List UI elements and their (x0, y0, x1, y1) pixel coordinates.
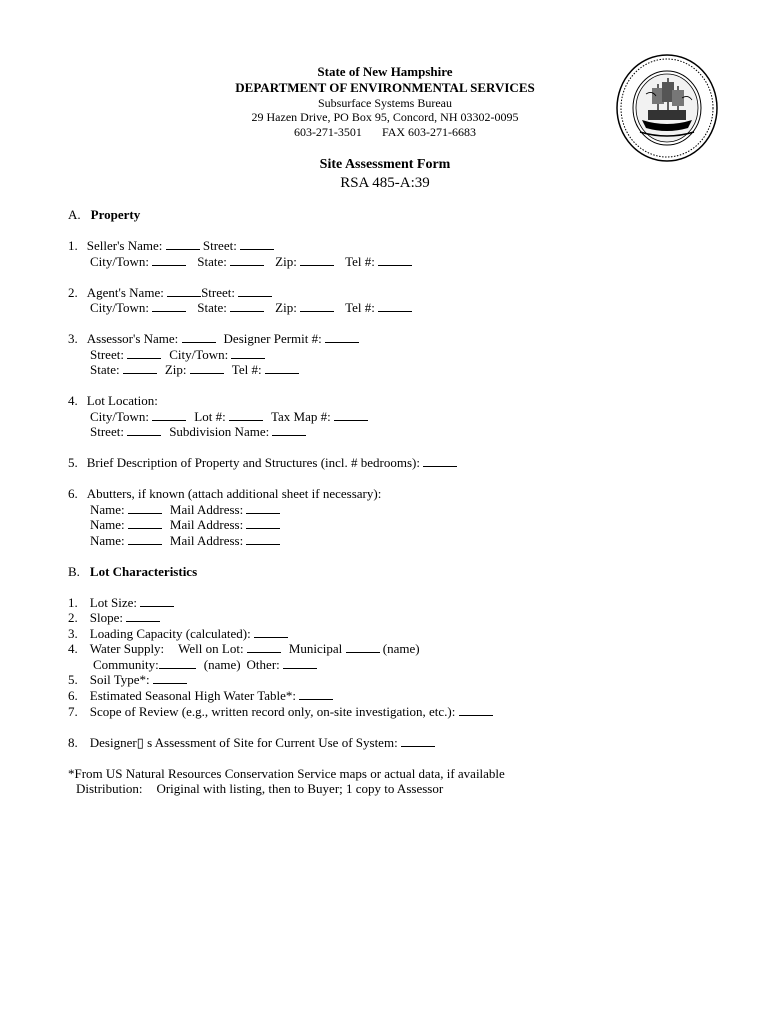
seller-city-label: City/Town: (90, 254, 150, 269)
assessor-state-label: State: (90, 362, 120, 377)
section-a-title: Property (90, 207, 141, 222)
abutter-name-label: Name: (90, 517, 125, 532)
abutter-name-label: Name: (90, 533, 125, 548)
seller-tel-field[interactable] (378, 255, 412, 266)
lot-location-label: Lot Location: (86, 393, 158, 408)
community-name-suffix: (name) (203, 657, 241, 672)
loading-capacity-field[interactable] (254, 627, 288, 638)
header-bureau: Subsurface Systems Bureau (318, 96, 452, 110)
assessor-zip-field[interactable] (190, 363, 224, 374)
assessor-street-label: Street: (90, 347, 124, 362)
a6-line1 (68, 486, 381, 502)
seller-name-label: Seller's Name: (86, 238, 163, 253)
header-fax: FAX 603-271-6683 (381, 125, 477, 139)
state-seal-icon (616, 54, 718, 162)
a4-line3 (90, 424, 306, 440)
designer-permit-label: Designer Permit #: (223, 331, 322, 346)
well-field[interactable] (247, 642, 281, 653)
tax-map-label: Tax Map #: (270, 409, 331, 424)
agent-tel-label: Tel #: (345, 300, 375, 315)
seller-state-label: State: (197, 254, 227, 269)
seller-name-field[interactable] (166, 239, 200, 250)
designer-assessment-label: Designer▯ s Assessment of Site for Current Use of System: (89, 735, 398, 750)
section-a-letter: A. (68, 207, 81, 222)
lot-city-label: City/Town: (90, 409, 150, 424)
loading-capacity-label: Loading Capacity (calculated): (89, 626, 251, 641)
municipal-field[interactable] (346, 642, 380, 653)
header-state: State of New Hampshire (317, 64, 453, 79)
slope-label: Slope: (89, 610, 123, 625)
b4-line2 (93, 657, 317, 673)
b7-num: 7. (68, 704, 78, 719)
municipal-label: Municipal (288, 641, 343, 656)
municipal-name-suffix: (name) (382, 641, 420, 656)
agent-tel-field[interactable] (378, 301, 412, 312)
community-label: Community: (93, 657, 159, 672)
seller-zip-label: Zip: (275, 254, 297, 269)
seller-tel-label: Tel #: (345, 254, 375, 269)
abutter-mail-label: Mail Address: (169, 502, 244, 517)
other-field[interactable] (283, 658, 317, 669)
soil-type-field[interactable] (153, 673, 187, 684)
abutter-mail-field[interactable] (246, 518, 280, 529)
form-title: Site Assessment Form (319, 157, 451, 172)
a1-num: 1. (68, 238, 78, 253)
seller-state-field[interactable] (230, 255, 264, 266)
agent-city-field[interactable] (152, 301, 186, 312)
agent-name-field[interactable] (167, 286, 201, 297)
water-table-field[interactable] (299, 689, 333, 700)
b5-line (68, 672, 187, 688)
designer-assessment-field[interactable] (401, 736, 435, 747)
abutter-mail-label: Mail Address: (169, 517, 244, 532)
b1-line (68, 595, 174, 611)
a3-line2 (90, 347, 265, 363)
agent-city-label: City/Town: (90, 300, 150, 315)
agent-name-label: Agent's Name: (86, 285, 164, 300)
b8-line (68, 735, 435, 751)
abutter-name-field[interactable] (128, 503, 162, 514)
assessor-zip-label: Zip: (164, 362, 187, 377)
section-a-heading (68, 207, 140, 223)
abutter-name-field[interactable] (128, 518, 162, 529)
distribution-text: Original with listing, then to Buyer; 1 copy to Assessor (156, 781, 444, 796)
lot-street-label: Street: (90, 424, 124, 439)
designer-permit-field[interactable] (325, 332, 359, 343)
lot-street-field[interactable] (127, 425, 161, 436)
seller-zip-field[interactable] (300, 255, 334, 266)
b4-line1 (68, 641, 420, 657)
a5-line (68, 455, 457, 471)
a3-line1 (68, 331, 359, 347)
abutter-name-field[interactable] (128, 534, 162, 545)
water-table-label: Estimated Seasonal High Water Table*: (89, 688, 296, 703)
soil-type-label: Soil Type*: (89, 672, 150, 687)
assessor-name-label: Assessor's Name: (86, 331, 179, 346)
abutter-mail-field[interactable] (246, 503, 280, 514)
abutter-name-label: Name: (90, 502, 125, 517)
well-label: Well on Lot: (178, 641, 244, 656)
b8-num: 8. (68, 735, 78, 750)
section-b-heading (68, 564, 197, 580)
lot-number-field[interactable] (229, 410, 263, 421)
b1-num: 1. (68, 595, 78, 610)
description-field[interactable] (423, 456, 457, 467)
a4-num: 4. (68, 393, 78, 408)
slope-field[interactable] (126, 611, 160, 622)
header-phone: 603-271-3501 (293, 125, 362, 139)
b3-num: 3. (68, 626, 78, 641)
b6-num: 6. (68, 688, 78, 703)
agent-zip-label: Zip: (275, 300, 297, 315)
a5-num: 5. (68, 455, 78, 470)
footnote: *From US Natural Resources Conservation Service maps or actual data, if available (68, 766, 505, 781)
a3-line3 (90, 362, 299, 378)
a6-num: 6. (68, 486, 78, 501)
scope-of-review-label: Scope of Review (e.g., written record only, on-site investigation, etc.): (89, 704, 456, 719)
agent-state-label: State: (197, 300, 227, 315)
lot-size-label: Lot Size: (89, 595, 138, 610)
a1-line2 (90, 254, 412, 270)
b7-line (68, 704, 493, 720)
b5-num: 5. (68, 672, 78, 687)
assessor-name-field[interactable] (182, 332, 216, 343)
section-b-letter: B. (68, 564, 80, 579)
a3-num: 3. (68, 331, 78, 346)
seller-city-field[interactable] (152, 255, 186, 266)
b4-num: 4. (68, 641, 78, 656)
assessor-tel-field[interactable] (265, 363, 299, 374)
lot-size-field[interactable] (140, 596, 174, 607)
b2-num: 2. (68, 610, 78, 625)
a1-line1 (68, 238, 274, 254)
distribution-label: Distribution: (76, 781, 143, 796)
section-b-title: Lot Characteristics (89, 564, 198, 579)
b3-line (68, 626, 288, 642)
form-statute: RSA 485-A:39 (340, 175, 430, 191)
abutter-mail-label: Mail Address: (169, 533, 244, 548)
tax-map-field[interactable] (334, 410, 368, 421)
a4-line2 (90, 409, 368, 425)
assessor-city-label: City/Town: (169, 347, 229, 362)
community-field[interactable] (159, 658, 196, 669)
a4-line1 (68, 393, 158, 409)
a2-line1 (68, 285, 272, 301)
assessor-city-field[interactable] (231, 348, 265, 359)
other-label: Other: (246, 657, 280, 672)
abutter-row (90, 502, 280, 518)
abutter-mail-field[interactable] (246, 534, 280, 545)
agent-street-field[interactable] (238, 286, 272, 297)
agent-street-label: Street: (201, 285, 236, 300)
b2-line (68, 610, 160, 626)
header-address: 29 Hazen Drive, PO Box 95, Concord, NH 03302-0095 (251, 110, 519, 124)
b6-line (68, 688, 333, 704)
description-label: Brief Description of Property and Structures (incl. # bedrooms): (86, 455, 420, 470)
scope-of-review-field[interactable] (459, 705, 493, 716)
a2-num: 2. (68, 285, 78, 300)
header-department: DEPARTMENT OF ENVIRONMENTAL SERVICES (235, 80, 535, 95)
distribution-line (76, 781, 443, 797)
a2-line2 (90, 300, 412, 316)
lot-number-label: Lot #: (194, 409, 226, 424)
agent-zip-field[interactable] (300, 301, 334, 312)
subdivision-field[interactable] (272, 425, 306, 436)
abutter-row (90, 517, 280, 533)
subdivision-label: Subdivision Name: (169, 424, 270, 439)
assessor-state-field[interactable] (123, 363, 157, 374)
assessor-tel-label: Tel #: (231, 362, 262, 377)
lot-city-field[interactable] (152, 410, 186, 421)
water-supply-label: Water Supply: (89, 641, 165, 656)
agent-state-field[interactable] (230, 301, 264, 312)
abutter-row (90, 533, 280, 549)
abutters-label: Abutters, if known (attach additional sheet if necessary): (86, 486, 382, 501)
assessor-street-field[interactable] (127, 348, 161, 359)
seller-street-label: Street: (202, 238, 237, 253)
seller-street-field[interactable] (240, 239, 274, 250)
